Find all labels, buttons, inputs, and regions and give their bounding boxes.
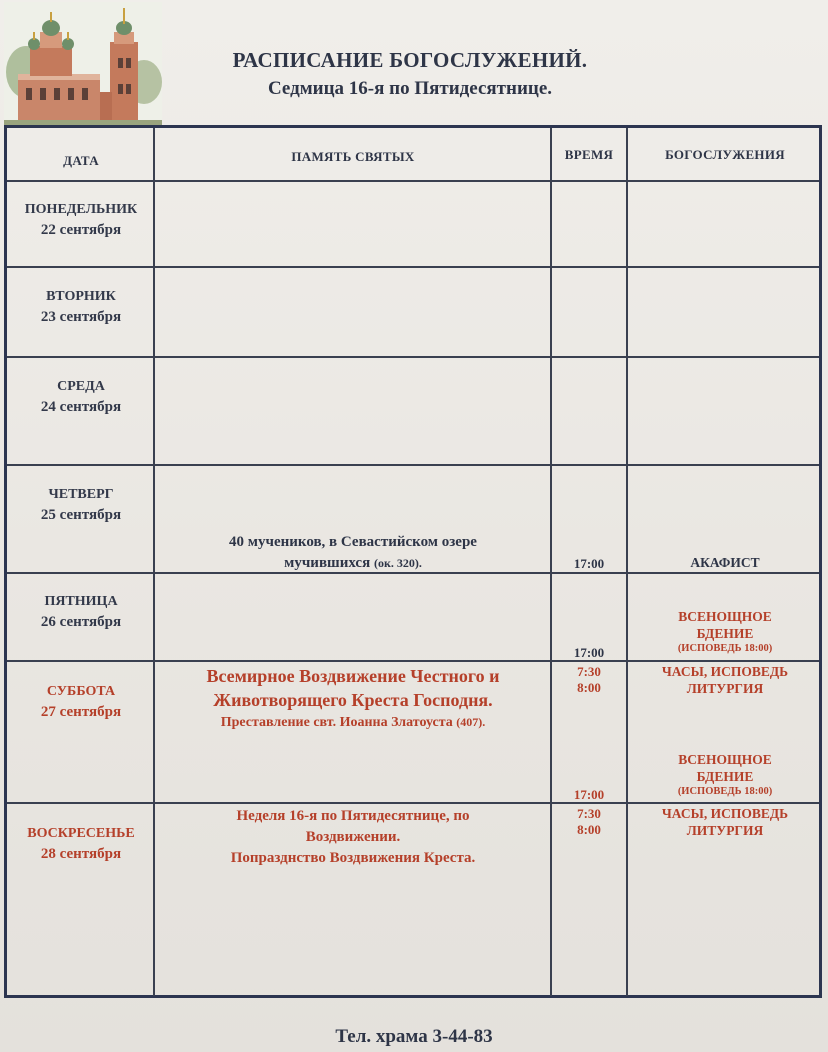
memory-text: Воздвижении.	[305, 829, 401, 845]
time-cell-thursday: 17:00	[573, 556, 605, 571]
date-label: 25 сентября	[40, 507, 122, 523]
weekday-label: ПОНЕДЕЛЬНИК	[24, 202, 138, 217]
column-header-memory: ПАМЯТЬ СВЯТЫХ	[291, 149, 415, 164]
day-cell-tuesday	[8, 287, 154, 327]
date-label: 24 сентября	[40, 399, 122, 415]
weekday-label: ЧЕТВЕРГ	[48, 487, 114, 502]
column-header-time: ВРЕМЯ	[564, 147, 614, 162]
day-cell-monday	[8, 200, 154, 240]
day-cell-wednesday	[8, 377, 154, 417]
time-cell-sunday	[552, 806, 626, 838]
row-divider	[7, 660, 819, 662]
memory-text: 40 мучеников, в Севастийском озере	[229, 534, 477, 550]
memory-text: мучившихся (ок. 320).	[284, 555, 422, 571]
time-cell-saturday-evening: 17:00	[573, 787, 605, 802]
feast-title: Животворящего Креста Господня.	[213, 690, 493, 710]
service-note: (ИСПОВЕДЬ 18:00)	[677, 786, 773, 797]
day-cell-saturday	[8, 682, 154, 722]
weekday-label: ВОСКРЕСЕНЬЕ	[27, 826, 135, 841]
weekday-label: ПЯТНИЦА	[44, 594, 118, 609]
church-phone: Тел. храма 3-44-83	[335, 1026, 493, 1047]
date-label: 26 сентября	[40, 614, 122, 630]
row-divider	[7, 802, 819, 804]
feast-title: Всемирное Воздвижение Честного и	[206, 666, 500, 686]
date-label: 23 сентября	[40, 309, 122, 325]
date-label: 28 сентября	[40, 846, 122, 862]
memory-text: Попразднство Воздвижения Креста.	[230, 850, 476, 866]
weekday-label: ВТОРНИК	[46, 289, 116, 304]
church-illustration	[4, 2, 162, 126]
service-cell-sunday	[628, 805, 822, 839]
day-cell-friday	[8, 592, 154, 632]
date-label: 27 сентября	[40, 704, 122, 720]
time-text: 7:30	[577, 664, 601, 679]
service-text: БДЕНИЕ	[696, 769, 754, 784]
service-text: ЛИТУРГИЯ	[686, 681, 764, 696]
memory-cell-sunday	[156, 806, 550, 869]
column-header-services: БОГОСЛУЖЕНИЯ	[665, 147, 785, 162]
service-cell-saturday	[628, 663, 822, 697]
memory-text: Преставление свт. Иоанна Златоуста (407).	[220, 715, 486, 730]
service-cell-friday	[628, 608, 822, 655]
date-label: 22 сентября	[40, 222, 122, 238]
service-text: ВСЕНОЩНОЕ	[678, 609, 772, 624]
service-text: БДЕНИЕ	[696, 626, 754, 641]
day-cell-thursday	[8, 485, 154, 525]
weekday-label: СРЕДА	[57, 379, 105, 394]
page-subtitle: Седмица 16-я по Пятидесятнице.	[267, 78, 553, 99]
page-title: РАСПИСАНИЕ БОГОСЛУЖЕНИЙ.	[232, 48, 588, 72]
row-divider	[7, 464, 819, 466]
time-text: 8:00	[577, 822, 601, 837]
column-divider	[153, 128, 155, 996]
column-header-date: ДАТА	[63, 153, 99, 168]
weekday-label: СУББОТА	[46, 684, 116, 699]
row-divider	[7, 266, 819, 268]
memory-cell-thursday	[156, 532, 550, 574]
service-note: (ИСПОВЕДЬ 18:00)	[677, 643, 773, 654]
time-cell-saturday	[552, 664, 626, 696]
memory-text: Неделя 16-я по Пятидесятнице, по	[236, 808, 470, 824]
row-divider	[7, 356, 819, 358]
time-text: 7:30	[577, 806, 601, 821]
service-text: ЧАСЫ, ИСПОВЕДЬ	[661, 664, 789, 679]
service-text: ВСЕНОЩНОЕ	[678, 752, 772, 767]
memory-cell-saturday	[156, 664, 550, 733]
service-cell-saturday-evening	[628, 751, 822, 798]
day-cell-sunday	[8, 824, 154, 864]
time-text: 8:00	[577, 680, 601, 695]
service-text: ЧАСЫ, ИСПОВЕДЬ	[661, 806, 789, 821]
row-divider	[7, 180, 819, 182]
service-text: ЛИТУРГИЯ	[686, 823, 764, 838]
time-cell-friday: 17:00	[573, 645, 605, 660]
service-cell-thursday: АКАФИСТ	[690, 555, 760, 570]
